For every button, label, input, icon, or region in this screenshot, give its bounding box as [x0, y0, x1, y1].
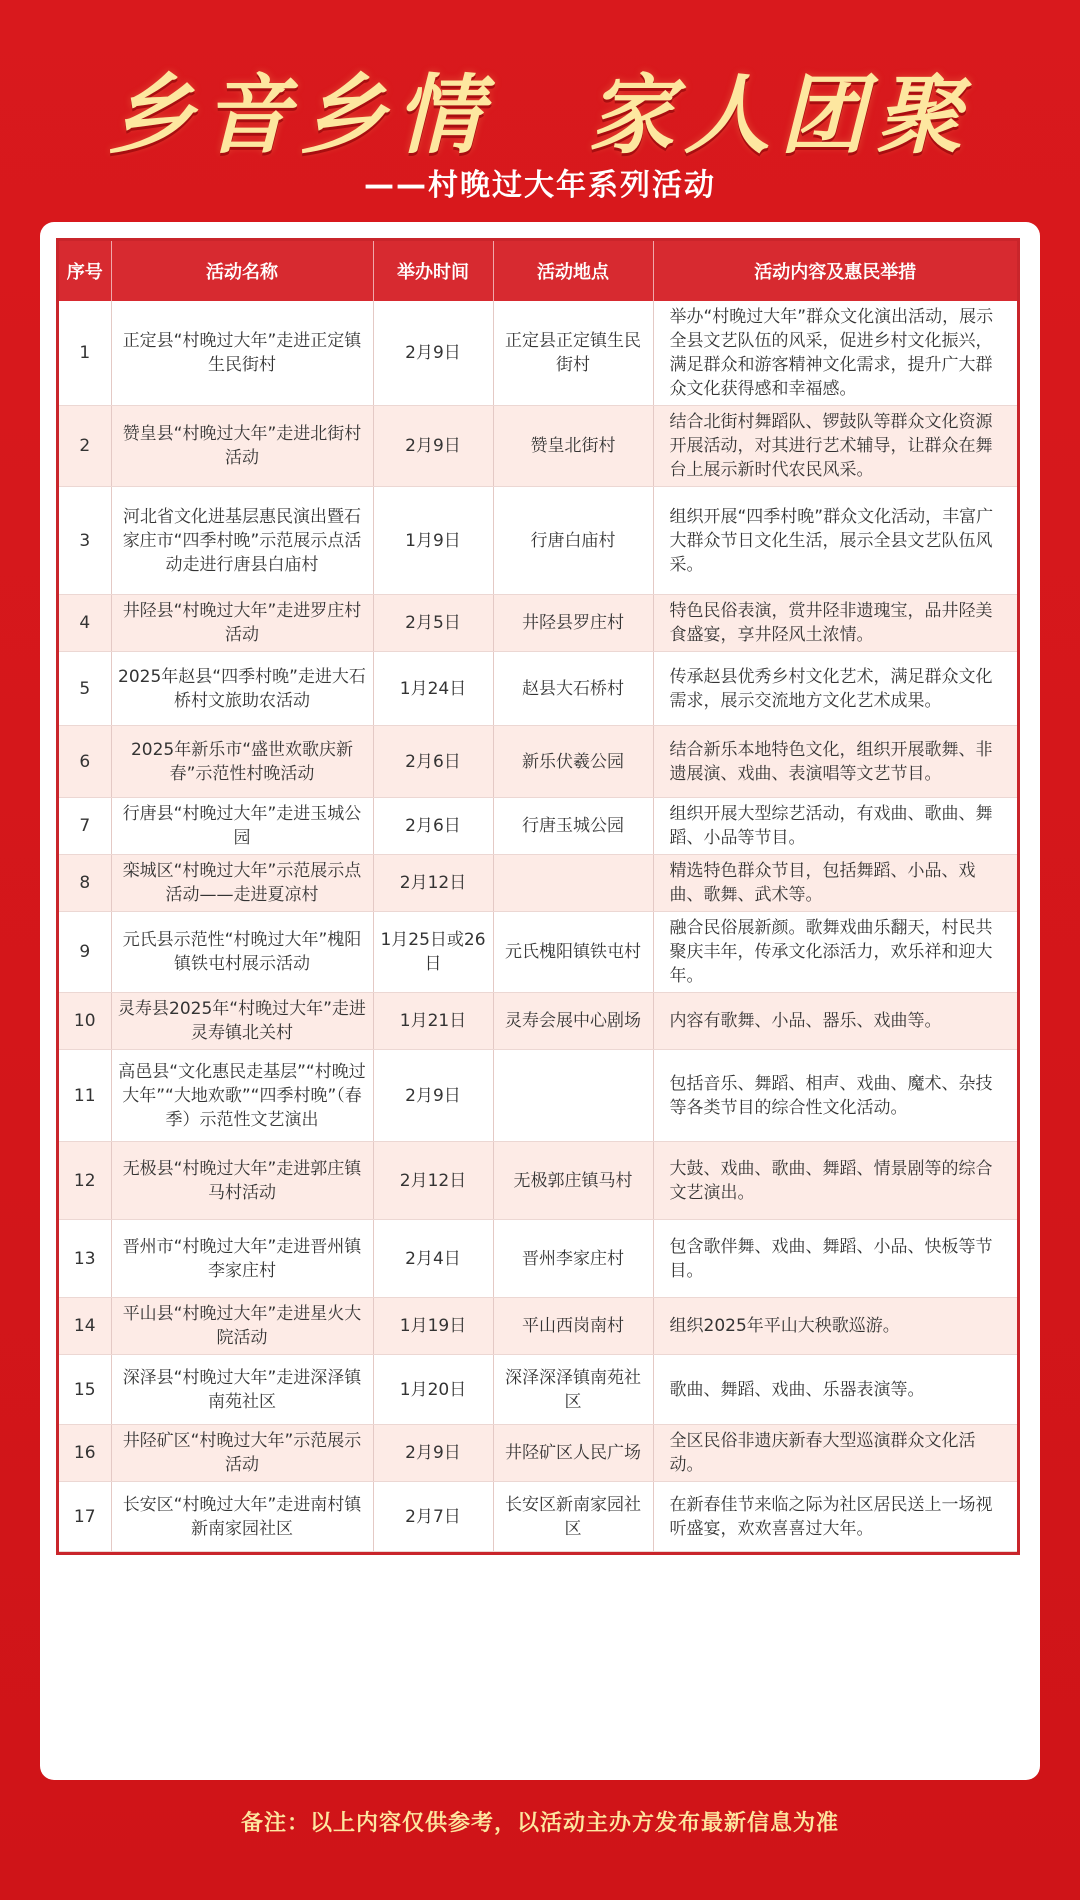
cell-content: 包括音乐、舞蹈、相声、戏曲、魔术、杂技等各类节目的综合性文化活动。 [653, 1050, 1017, 1142]
cell-time: 2月5日 [373, 595, 493, 652]
cell-name: 平山县“村晚过大年”走进星火大院活动 [111, 1298, 373, 1355]
table-row [59, 595, 1017, 652]
cell-no: 2 [59, 406, 111, 487]
table-row [59, 855, 1017, 912]
header-content: 活动内容及惠民举措 [653, 241, 1017, 301]
cell-name: 井陉县“村晚过大年”走进罗庄村活动 [111, 595, 373, 652]
page-subtitle: ——村晚过大年系列活动 [364, 168, 716, 203]
cell-no: 11 [59, 1050, 111, 1142]
cell-place: 无极郭庄镇马村 [493, 1142, 653, 1220]
table-row [59, 1298, 1017, 1355]
cell-name: 灵寿县2025年“村晚过大年”走进灵寿镇北关村 [111, 993, 373, 1050]
cell-no: 14 [59, 1298, 111, 1355]
cell-time: 2月9日 [373, 1050, 493, 1142]
header-time: 举办时间 [373, 241, 493, 301]
cell-no: 5 [59, 652, 111, 726]
cell-no: 7 [59, 798, 111, 855]
table-row [59, 798, 1017, 855]
table-row [59, 1482, 1017, 1552]
table-row [59, 301, 1017, 406]
footer-note: 备注：以上内容仅供参考，以活动主办方发布最新信息为准 [240, 1811, 839, 1836]
cell-place: 行唐白庙村 [493, 487, 653, 595]
cell-name: 栾城区“村晚过大年”示范展示点活动——走进夏凉村 [111, 855, 373, 912]
cell-place: 深泽深泽镇南苑社区 [493, 1355, 653, 1425]
cell-content: 融合民俗展新颜。歌舞戏曲乐翻天，村民共聚庆丰年，传承文化添活力，欢乐祥和迎大年。 [653, 912, 1017, 993]
table-row [59, 912, 1017, 993]
cell-content: 歌曲、舞蹈、戏曲、乐器表演等。 [653, 1355, 1017, 1425]
table-row [59, 1355, 1017, 1425]
cell-name: 深泽县“村晚过大年”走进深泽镇南苑社区 [111, 1355, 373, 1425]
table-row [59, 1142, 1017, 1220]
cell-place: 元氏槐阳镇铁屯村 [493, 912, 653, 993]
cell-time: 2月4日 [373, 1220, 493, 1298]
cell-no: 3 [59, 487, 111, 595]
cell-place: 灵寿会展中心剧场 [493, 993, 653, 1050]
cell-place: 赞皇北街村 [493, 406, 653, 487]
table-row [59, 406, 1017, 487]
cell-time: 2月6日 [373, 726, 493, 798]
cell-place: 新乐伏羲公园 [493, 726, 653, 798]
cell-time: 2月12日 [373, 1142, 493, 1220]
cell-place: 正定县正定镇生民街村 [493, 301, 653, 406]
cell-place: 井陉县罗庄村 [493, 595, 653, 652]
cell-place [493, 855, 653, 912]
cell-name: 井陉矿区“村晚过大年”示范展示活动 [111, 1425, 373, 1482]
table-row [59, 726, 1017, 798]
cell-no: 6 [59, 726, 111, 798]
cell-time: 2月9日 [373, 1425, 493, 1482]
page-title: 乡音乡情 家人团聚 [108, 65, 972, 166]
cell-time: 2月9日 [373, 301, 493, 406]
cell-place: 晋州李家庄村 [493, 1220, 653, 1298]
cell-time: 1月19日 [373, 1298, 493, 1355]
table-row [59, 652, 1017, 726]
cell-time: 2月6日 [373, 798, 493, 855]
cell-name: 长安区“村晚过大年”走进南村镇新南家园社区 [111, 1482, 373, 1552]
cell-no: 1 [59, 301, 111, 406]
cell-time: 1月20日 [373, 1355, 493, 1425]
cell-no: 12 [59, 1142, 111, 1220]
cell-name: 赞皇县“村晚过大年”走进北街村活动 [111, 406, 373, 487]
cell-time: 1月24日 [373, 652, 493, 726]
cell-name: 正定县“村晚过大年”走进正定镇生民街村 [111, 301, 373, 406]
cell-place: 长安区新南家园社区 [493, 1482, 653, 1552]
cell-place: 井陉矿区人民广场 [493, 1425, 653, 1482]
cell-content: 举办“村晚过大年”群众文化演出活动，展示全县文艺队伍的风采，促进乡村文化振兴，满足群众和游客精神文化需求，提升广大群众文化获得感和幸福感。 [653, 301, 1017, 406]
table-row [59, 1050, 1017, 1142]
cell-place: 行唐玉城公园 [493, 798, 653, 855]
cell-name: 元氏县示范性“村晚过大年”槐阳镇铁屯村展示活动 [111, 912, 373, 993]
table-row [59, 1425, 1017, 1482]
cell-name: 行唐县“村晚过大年”走进玉城公园 [111, 798, 373, 855]
cell-content: 内容有歌舞、小品、器乐、戏曲等。 [653, 993, 1017, 1050]
table-row [59, 487, 1017, 595]
cell-content: 特色民俗表演，赏井陉非遗瑰宝，品井陉美食盛宴，享井陉风土浓情。 [653, 595, 1017, 652]
cell-content: 包含歌伴舞、戏曲、舞蹈、小品、快板等节目。 [653, 1220, 1017, 1298]
table-header-row [59, 241, 1017, 301]
cell-name: 无极县“村晚过大年”走进郭庄镇马村活动 [111, 1142, 373, 1220]
header-name: 活动名称 [111, 241, 373, 301]
cell-time: 2月12日 [373, 855, 493, 912]
cell-no: 17 [59, 1482, 111, 1552]
cell-content: 大鼓、戏曲、歌曲、舞蹈、情景剧等的综合文艺演出。 [653, 1142, 1017, 1220]
cell-content: 精选特色群众节目，包括舞蹈、小品、戏曲、歌舞、武术等。 [653, 855, 1017, 912]
cell-place: 赵县大石桥村 [493, 652, 653, 726]
cell-place [493, 1050, 653, 1142]
cell-content: 组织开展大型综艺活动，有戏曲、歌曲、舞蹈、小品等节目。 [653, 798, 1017, 855]
table-row [59, 993, 1017, 1050]
cell-name: 河北省文化进基层惠民演出暨石家庄市“四季村晚”示范展示点活动走进行唐县白庙村 [111, 487, 373, 595]
cell-content: 组织开展“四季村晚”群众文化活动，丰富广大群众节日文化生活，展示全县文艺队伍风采。 [653, 487, 1017, 595]
table-body [59, 301, 1017, 1552]
cell-content: 传承赵县优秀乡村文化艺术，满足群众文化需求，展示交流地方文化艺术成果。 [653, 652, 1017, 726]
cell-name: 高邑县“文化惠民走基层”“村晚过大年”“大地欢歌”“四季村晚”（春季）示范性文艺演出 [111, 1050, 373, 1142]
cell-content: 结合北街村舞蹈队、锣鼓队等群众文化资源开展活动，对其进行艺术辅导，让群众在舞台上展示新时代农民风采。 [653, 406, 1017, 487]
table-row [59, 1220, 1017, 1298]
cell-time: 1月9日 [373, 487, 493, 595]
cell-time: 2月9日 [373, 406, 493, 487]
table-frame [56, 238, 1020, 1555]
table-card [40, 222, 1040, 1780]
cell-no: 8 [59, 855, 111, 912]
activity-table [59, 241, 1017, 1552]
cell-content: 全区民俗非遗庆新春大型巡演群众文化活动。 [653, 1425, 1017, 1482]
cell-no: 13 [59, 1220, 111, 1298]
cell-no: 16 [59, 1425, 111, 1482]
cell-name: 2025年赵县“四季村晚”走进大石桥村文旅助农活动 [111, 652, 373, 726]
cell-content: 在新春佳节来临之际为社区居民送上一场视听盛宴，欢欢喜喜过大年。 [653, 1482, 1017, 1552]
cell-time: 1月25日或26日 [373, 912, 493, 993]
cell-no: 10 [59, 993, 111, 1050]
cell-content: 组织2025年平山大秧歌巡游。 [653, 1298, 1017, 1355]
cell-no: 9 [59, 912, 111, 993]
cell-name: 晋州市“村晚过大年”走进晋州镇李家庄村 [111, 1220, 373, 1298]
cell-name: 2025年新乐市“盛世欢歌庆新春”示范性村晚活动 [111, 726, 373, 798]
cell-no: 4 [59, 595, 111, 652]
cell-time: 2月7日 [373, 1482, 493, 1552]
cell-no: 15 [59, 1355, 111, 1425]
header-no: 序号 [59, 241, 111, 301]
cell-time: 1月21日 [373, 993, 493, 1050]
header-place: 活动地点 [493, 241, 653, 301]
cell-place: 平山西岗南村 [493, 1298, 653, 1355]
cell-content: 结合新乐本地特色文化，组织开展歌舞、非遗展演、戏曲、表演唱等文艺节目。 [653, 726, 1017, 798]
